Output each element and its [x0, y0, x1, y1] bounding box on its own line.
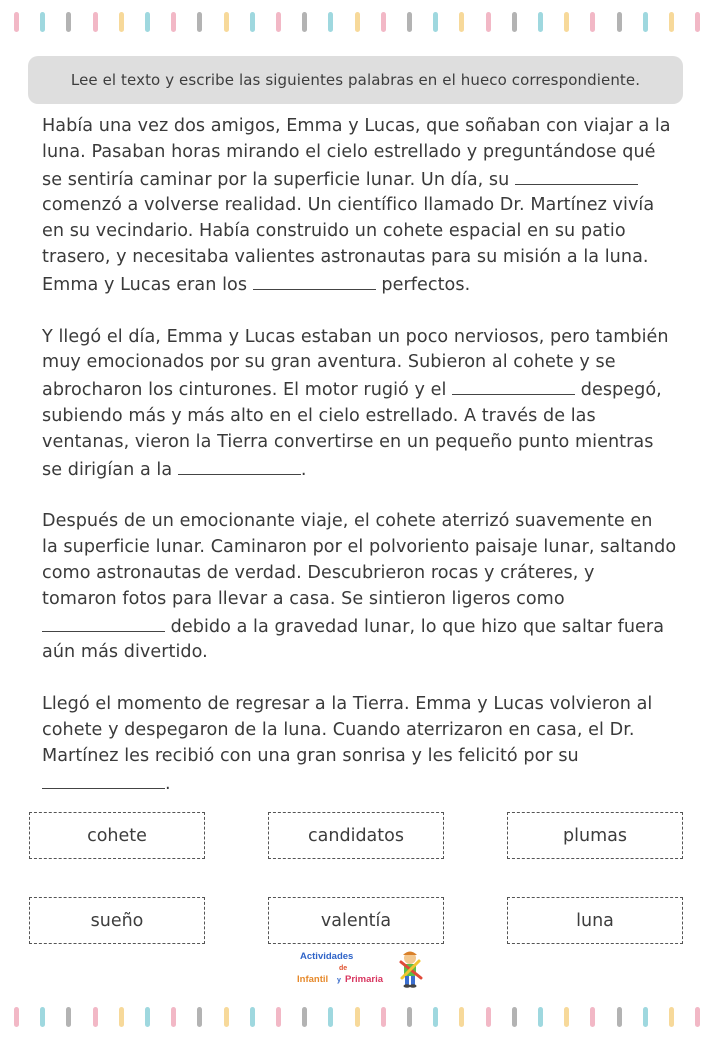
- border-dash: [459, 1007, 464, 1027]
- logo-text-line1: Actividades: [300, 951, 354, 962]
- border-dash: [617, 1007, 622, 1027]
- border-dash: [564, 12, 569, 32]
- border-dash: [119, 12, 124, 32]
- border-dash: [433, 1007, 438, 1027]
- border-dash: [14, 12, 19, 32]
- border-dash: [407, 12, 412, 32]
- border-dash: [250, 12, 255, 32]
- border-dash: [302, 12, 307, 32]
- kid-mascot-icon: [401, 952, 421, 988]
- bottom-dash-border: [0, 1007, 720, 1027]
- instruction-banner: [28, 56, 683, 104]
- blank-2[interactable]: [253, 271, 376, 290]
- brand-logo: [297, 948, 427, 992]
- story-paragraph-2: Y llegó el día, Emma y Lucas estaban un poco nerviosos, pero también muy emocionados por su gran aventura. Subieron al cohete y se abrocharon los cinturones. El motor rugió y el despegó, subiendo más y más alto en el cielo estrellado. A través de las ventanas, vieron la Tierra convertirse en un pequeño punto mientras se dirigían a la .: [42, 326, 669, 480]
- story-paragraph-1: Había una vez dos amigos, Emma y Lucas, que soñaban con viajar a la luna. Pasaban horas mirando el cielo estrellado y preguntándose qué se sentiría caminar por la superficie lunar. Un día, su comenzó a volverse realidad. Un científico llamado Dr. Martínez vivía en su vecindario. Había construido un cohete espacial en su patio trasero, y necesitaba valientes astronautas para su misión a la luna. Emma y Lucas eran los perfectos.: [42, 116, 671, 295]
- border-dash: [695, 12, 700, 32]
- border-dash: [643, 1007, 648, 1027]
- border-dash: [590, 1007, 595, 1027]
- word-box-plumas[interactable]: plumas: [507, 812, 683, 859]
- border-dash: [538, 1007, 543, 1027]
- story-paragraph-4: Llegó el momento de regresar a la Tierra. Emma y Lucas volvieron al cohete y despegaron de la luna. Cuando aterrizaron en casa, el Dr. Martínez les recibió con una gran sonrisa y les felicitó por su .: [42, 694, 653, 794]
- border-dash: [197, 12, 202, 32]
- border-dash: [66, 12, 71, 32]
- border-dash: [669, 1007, 674, 1027]
- border-dash: [564, 1007, 569, 1027]
- logo-text-line3c: Primaria: [345, 974, 384, 985]
- border-dash: [433, 12, 438, 32]
- border-dash: [197, 1007, 202, 1027]
- border-dash: [171, 12, 176, 32]
- border-dash: [250, 1007, 255, 1027]
- border-dash: [145, 12, 150, 32]
- border-dash: [40, 1007, 45, 1027]
- border-dash: [66, 1007, 71, 1027]
- blank-6[interactable]: [42, 770, 165, 789]
- border-dash: [355, 1007, 360, 1027]
- border-dash: [276, 1007, 281, 1027]
- border-dash: [355, 12, 360, 32]
- word-box-cohete[interactable]: cohete: [29, 812, 205, 859]
- border-dash: [486, 1007, 491, 1027]
- word-box-valentia[interactable]: valentía: [268, 897, 444, 944]
- border-dash: [276, 12, 281, 32]
- border-dash: [119, 1007, 124, 1027]
- word-box-candidatos[interactable]: candidatos: [268, 812, 444, 859]
- border-dash: [617, 12, 622, 32]
- border-dash: [93, 12, 98, 32]
- top-dash-border: [0, 12, 720, 32]
- border-dash: [486, 12, 491, 32]
- border-dash: [93, 1007, 98, 1027]
- border-dash: [302, 1007, 307, 1027]
- instruction-text: Lee el texto y escribe las siguientes palabras en el hueco correspondiente.: [70, 71, 641, 89]
- border-dash: [669, 12, 674, 32]
- border-dash: [643, 12, 648, 32]
- story-text: [42, 114, 682, 823]
- blank-5[interactable]: [42, 613, 165, 632]
- border-dash: [14, 1007, 19, 1027]
- border-dash: [40, 12, 45, 32]
- story-paragraph-3: Después de un emocionante viaje, el cohete aterrizó suavemente en la superficie lunar. Caminaron por el polvoriento paisaje lunar, saltando como astronautas de verdad. Descubrieron rocas y cráteres, y tomaron fotos para llevar a casa. Se sintieron ligeros como debido a la gravedad lunar, lo que hizo que saltar fuera aún más divertido.: [42, 511, 677, 663]
- border-dash: [590, 12, 595, 32]
- word-box-sueno[interactable]: sueño: [29, 897, 205, 944]
- border-dash: [328, 1007, 333, 1027]
- blank-3[interactable]: [452, 376, 575, 395]
- border-dash: [171, 1007, 176, 1027]
- logo-text-line2: de: [339, 965, 348, 972]
- border-dash: [512, 1007, 517, 1027]
- border-dash: [328, 12, 333, 32]
- word-box-luna[interactable]: luna: [507, 897, 683, 944]
- border-dash: [695, 1007, 700, 1027]
- border-dash: [538, 12, 543, 32]
- logo-text-line3a: Infantil: [297, 974, 329, 985]
- border-dash: [224, 12, 229, 32]
- blank-1[interactable]: [515, 166, 638, 185]
- border-dash: [145, 1007, 150, 1027]
- border-dash: [224, 1007, 229, 1027]
- border-dash: [512, 12, 517, 32]
- border-dash: [407, 1007, 412, 1027]
- blank-4[interactable]: [178, 456, 301, 475]
- border-dash: [381, 12, 386, 32]
- border-dash: [459, 12, 464, 32]
- border-dash: [381, 1007, 386, 1027]
- logo-text-line3b: y: [337, 977, 341, 984]
